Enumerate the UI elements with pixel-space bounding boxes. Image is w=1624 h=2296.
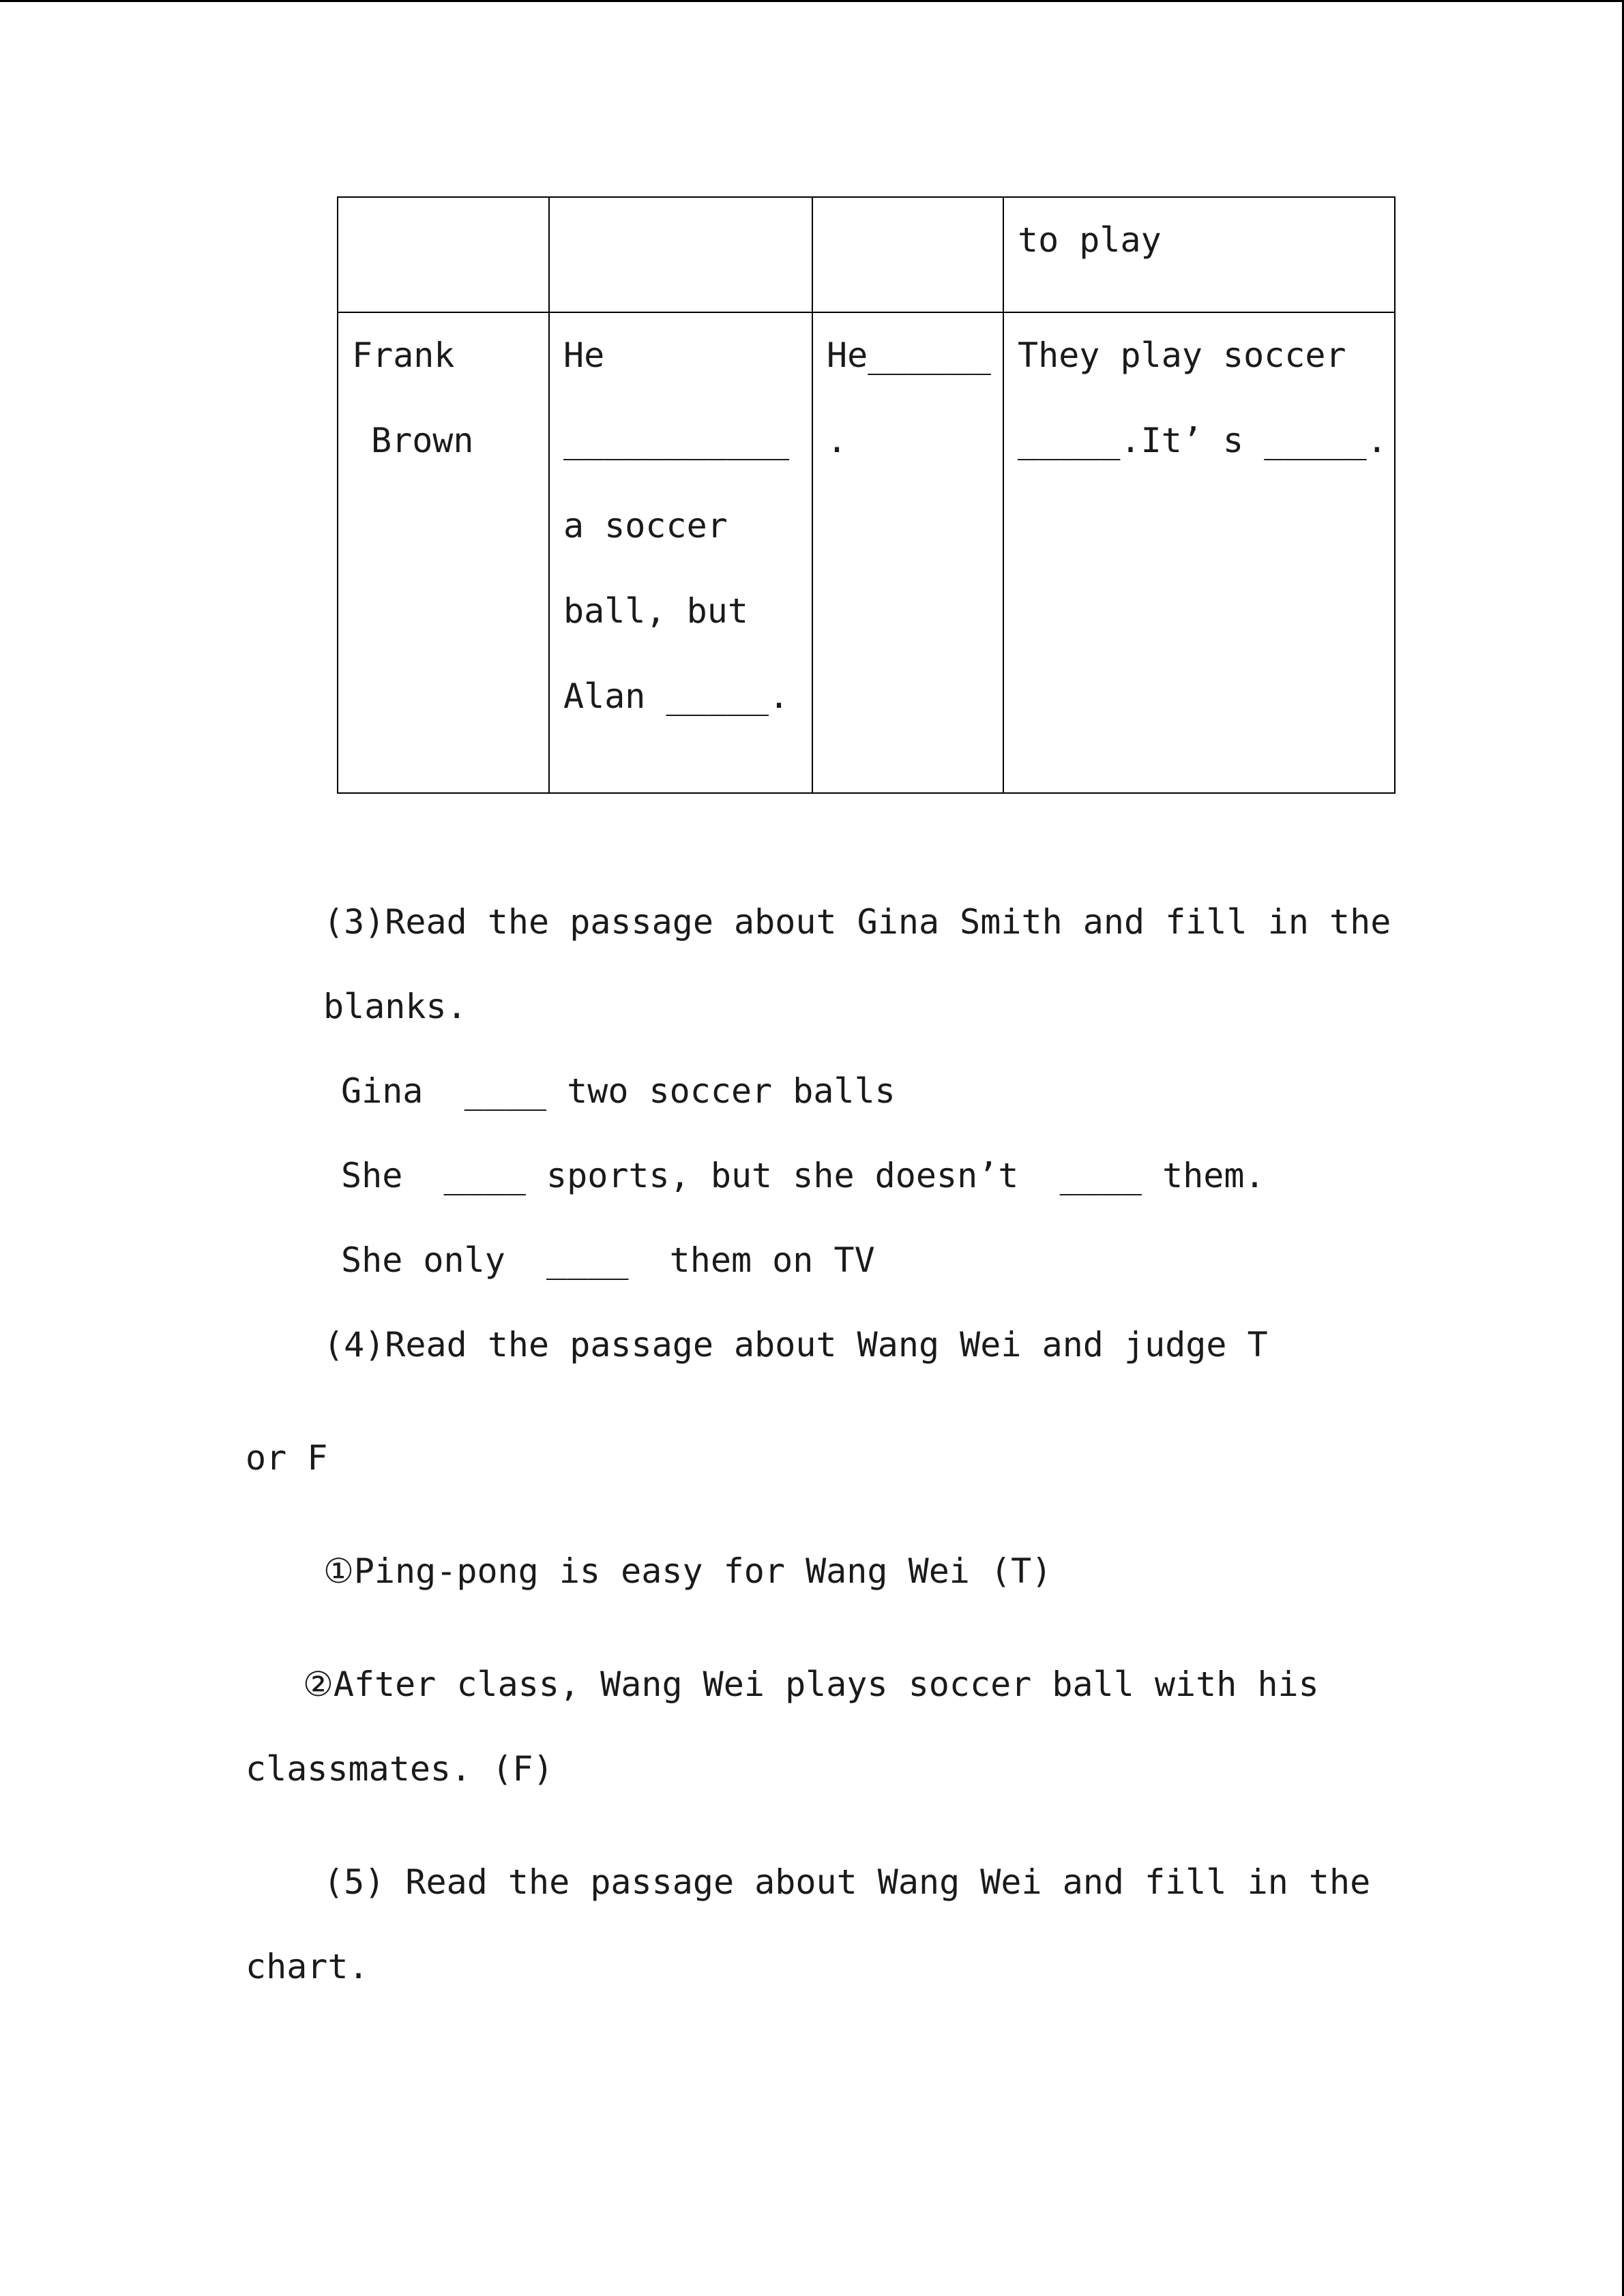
table-cell-name: [338, 312, 549, 793]
q5-heading-line2: chart.: [246, 1947, 369, 1986]
blank-field: ___________: [563, 421, 790, 460]
table-row: [338, 312, 1395, 793]
table-cell-name: [338, 197, 549, 312]
q3-line2: She ____ sports, but she doesn’t ____ them.: [341, 1156, 1265, 1195]
table-row: [338, 197, 1395, 312]
q3-line1: Gina ____ two soccer balls: [341, 1071, 896, 1111]
table-cell-likes: He______ .: [812, 312, 1003, 793]
q4-item1: ①Ping-pong is easy for Wang Wei (T): [323, 1551, 1052, 1591]
q4-item2-line2: classmates. (F): [246, 1749, 554, 1789]
table-cell-likes: [812, 197, 1003, 312]
name-first: Frank: [352, 336, 455, 375]
name-last: Brown: [371, 421, 474, 460]
table-cell-where: They play soccer _____.It’ s _____.: [1003, 312, 1395, 793]
q3-line3: She only ____ them on TV: [341, 1240, 875, 1280]
q5-heading-line1: (5) Read the passage about Wang Wei and fill in the: [323, 1862, 1371, 1902]
table-cell-has: [549, 197, 812, 312]
q4-item2-line1: ②After class, Wang Wei plays soccer ball with his: [303, 1665, 1319, 1704]
q4-heading-line1: (4)Read the passage about Wang Wei and judge T: [323, 1325, 1268, 1365]
page-top-border: [0, 0, 1624, 2]
table-cell-where: to play: [1003, 197, 1395, 312]
table-cell-has: He ___________ a soccer ball, but Alan _____.: [549, 312, 812, 793]
q3-heading-line1: (3)Read the passage about Gina Smith and fill in the: [323, 902, 1391, 942]
q4-heading-line2: or F: [246, 1438, 328, 1478]
q3-heading-line2: blanks.: [323, 987, 467, 1026]
sports-chart-table: [337, 196, 1396, 794]
